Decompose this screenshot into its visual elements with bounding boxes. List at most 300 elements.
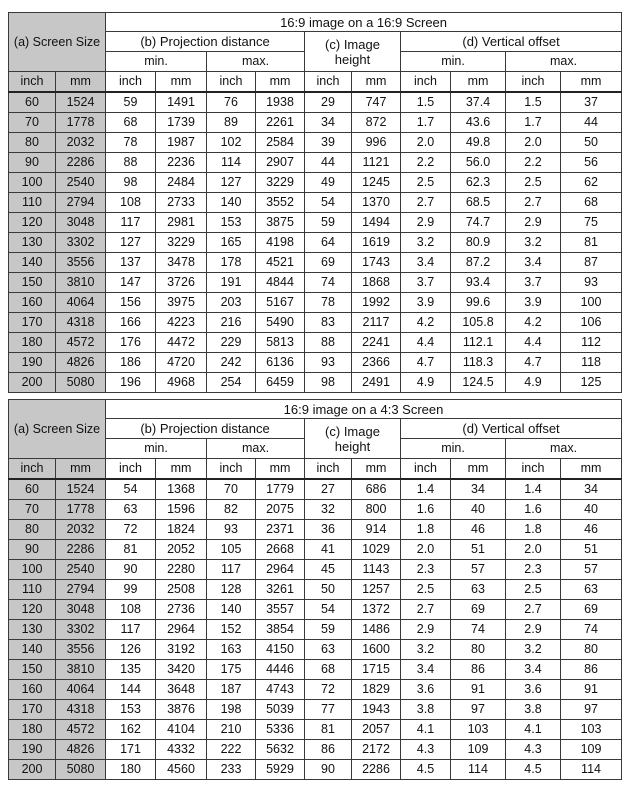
table-cell: 68 — [561, 193, 622, 213]
table-cell: 72 — [106, 520, 156, 540]
table-cell: 2366 — [352, 353, 401, 373]
table-cell: 2733 — [156, 193, 207, 213]
screen-size-inch-cell: 60 — [9, 92, 56, 113]
screen-size-inch-cell: 140 — [9, 640, 56, 660]
table-cell: 44 — [305, 153, 352, 173]
table-cell: 99 — [106, 580, 156, 600]
table-cell: 3.4 — [506, 660, 561, 680]
table-row — [9, 600, 622, 620]
table-cell: 126 — [106, 640, 156, 660]
table-cell: 125 — [561, 373, 622, 393]
vertical-offset-header: (d) Vertical offset — [401, 32, 622, 52]
table-cell: 2.0 — [401, 540, 451, 560]
screen-size-mm-cell: 4826 — [56, 353, 106, 373]
table-cell: 98 — [305, 373, 352, 393]
table-cell: 105.8 — [451, 313, 506, 333]
screen-size-mm-cell: 4064 — [56, 680, 106, 700]
table-cell: 3.2 — [401, 640, 451, 660]
table-cell: 74.7 — [451, 213, 506, 233]
screen-size-inch-cell: 80 — [9, 520, 56, 540]
table-cell: 29 — [305, 92, 352, 113]
table-cell: 117 — [207, 560, 256, 580]
screen-size-inch-cell: 70 — [9, 113, 56, 133]
table-cell: 2.0 — [401, 133, 451, 153]
table-cell: 37.4 — [451, 92, 506, 113]
table-cell: 5632 — [256, 740, 305, 760]
table-cell: 229 — [207, 333, 256, 353]
unit-mm: mm — [156, 72, 207, 93]
screen-size-inch-cell: 60 — [9, 479, 56, 500]
table-cell: 36 — [305, 520, 352, 540]
projection-distance-header: (b) Projection distance — [106, 419, 305, 439]
table-cell: 59 — [106, 92, 156, 113]
table-cell: 105 — [207, 540, 256, 560]
table-cell: 127 — [106, 233, 156, 253]
table-title: 16:9 image on a 16:9 Screen — [106, 13, 622, 32]
table-cell: 3726 — [156, 273, 207, 293]
screen-size-mm-cell: 5080 — [56, 373, 106, 393]
table-cell: 2491 — [352, 373, 401, 393]
table-row — [9, 193, 622, 213]
unit-mm: mm — [352, 459, 401, 480]
unit-inch: inch — [207, 459, 256, 480]
table-row — [9, 540, 622, 560]
table-cell: 88 — [305, 333, 352, 353]
table-cell: 1245 — [352, 173, 401, 193]
table-cell: 2.0 — [506, 540, 561, 560]
table-cell: 2964 — [256, 560, 305, 580]
screen-size-inch-cell: 170 — [9, 700, 56, 720]
table-cell: 80 — [561, 640, 622, 660]
table-cell: 4.2 — [506, 313, 561, 333]
table-cell: 996 — [352, 133, 401, 153]
offset-min-header: min. — [401, 439, 506, 459]
table-cell: 4104 — [156, 720, 207, 740]
screen-size-mm-cell: 2540 — [56, 173, 106, 193]
table-cell: 75 — [561, 213, 622, 233]
table-cell: 68.5 — [451, 193, 506, 213]
screen-size-inch-cell: 140 — [9, 253, 56, 273]
projection-max-header: max. — [207, 439, 305, 459]
table-cell: 93 — [207, 520, 256, 540]
table-cell: 2280 — [156, 560, 207, 580]
image-height-header: (c) Image height — [305, 419, 401, 459]
table-cell: 102 — [207, 133, 256, 153]
table-cell: 1938 — [256, 92, 305, 113]
screen-size-inch-cell: 120 — [9, 600, 56, 620]
table-cell: 153 — [207, 213, 256, 233]
table-cell: 800 — [352, 500, 401, 520]
table-cell: 2057 — [352, 720, 401, 740]
table-cell: 3648 — [156, 680, 207, 700]
table-cell: 6459 — [256, 373, 305, 393]
unit-inch: inch — [401, 459, 451, 480]
screen-size-inch-cell: 160 — [9, 293, 56, 313]
screen-size-mm-cell: 1524 — [56, 479, 106, 500]
projection-min-header: min. — [106, 52, 207, 72]
table-cell: 40 — [561, 500, 622, 520]
table-cell: 4472 — [156, 333, 207, 353]
table-cell: 1.6 — [401, 500, 451, 520]
screen-size-inch-cell: 120 — [9, 213, 56, 233]
table-cell: 34 — [561, 479, 622, 500]
table-cell: 49.8 — [451, 133, 506, 153]
table-cell: 1715 — [352, 660, 401, 680]
table-cell: 49 — [305, 173, 352, 193]
screen-size-mm-cell: 3302 — [56, 233, 106, 253]
table-cell: 109 — [561, 740, 622, 760]
table-cell: 74 — [305, 273, 352, 293]
table-cell: 4560 — [156, 760, 207, 780]
table-cell: 3854 — [256, 620, 305, 640]
table-cell: 32 — [305, 500, 352, 520]
table-cell: 1743 — [352, 253, 401, 273]
table-cell: 2.5 — [506, 173, 561, 193]
table-cell: 114 — [451, 760, 506, 780]
screen-size-mm-cell: 4826 — [56, 740, 106, 760]
screen-size-mm-cell: 3556 — [56, 253, 106, 273]
unit-mm: mm — [451, 72, 506, 93]
table-cell: 4.5 — [506, 760, 561, 780]
table-cell: 1.7 — [401, 113, 451, 133]
screen-size-mm-cell: 3302 — [56, 620, 106, 640]
table-cell: 1.4 — [401, 479, 451, 500]
screen-size-inch-cell: 80 — [9, 133, 56, 153]
screen-size-inch-cell: 110 — [9, 193, 56, 213]
table-cell: 1372 — [352, 600, 401, 620]
table-cell: 1370 — [352, 193, 401, 213]
table-cell: 140 — [207, 600, 256, 620]
table-row — [9, 640, 622, 660]
offset-max-header: max. — [506, 439, 622, 459]
table-cell: 59 — [305, 213, 352, 233]
table-cell: 163 — [207, 640, 256, 660]
table-cell: 2286 — [352, 760, 401, 780]
table-cell: 2371 — [256, 520, 305, 540]
table-cell: 50 — [561, 133, 622, 153]
table-cell: 81 — [561, 233, 622, 253]
vertical-offset-header: (d) Vertical offset — [401, 419, 622, 439]
table-cell: 108 — [106, 600, 156, 620]
table-cell: 97 — [561, 700, 622, 720]
table-cell: 2.7 — [506, 193, 561, 213]
unit-mm: mm — [451, 459, 506, 480]
table-cell: 3.7 — [506, 273, 561, 293]
unit-inch: inch — [207, 72, 256, 93]
table-cell: 80.9 — [451, 233, 506, 253]
table-cell: 45 — [305, 560, 352, 580]
screen-size-mm-cell: 3556 — [56, 640, 106, 660]
table-cell: 57 — [451, 560, 506, 580]
table-cell: 171 — [106, 740, 156, 760]
table-cell: 4150 — [256, 640, 305, 660]
table-cell: 5813 — [256, 333, 305, 353]
table-cell: 69 — [305, 253, 352, 273]
screen-size-inch-cell: 200 — [9, 373, 56, 393]
table-cell: 140 — [207, 193, 256, 213]
screen-size-mm-cell: 4572 — [56, 333, 106, 353]
table-cell: 82 — [207, 500, 256, 520]
table-cell: 2.2 — [401, 153, 451, 173]
table-cell: 4.3 — [506, 740, 561, 760]
table-cell: 162 — [106, 720, 156, 740]
table-cell: 1.7 — [506, 113, 561, 133]
projection-max-header: max. — [207, 52, 305, 72]
screen-size-inch-cell: 100 — [9, 173, 56, 193]
table-cell: 1257 — [352, 580, 401, 600]
table-cell: 40 — [451, 500, 506, 520]
table-cell: 2236 — [156, 153, 207, 173]
table-cell: 1600 — [352, 640, 401, 660]
table-row — [9, 580, 622, 600]
screen-size-mm-cell: 1778 — [56, 500, 106, 520]
table-cell: 2484 — [156, 173, 207, 193]
table-cell: 2.9 — [506, 620, 561, 640]
table-cell: 90 — [305, 760, 352, 780]
table-cell: 103 — [561, 720, 622, 740]
table-cell: 57 — [561, 560, 622, 580]
table-cell: 1494 — [352, 213, 401, 233]
table-cell: 156 — [106, 293, 156, 313]
screen-size-inch-cell: 190 — [9, 740, 56, 760]
table-row — [9, 173, 622, 193]
screen-size-mm-cell: 2794 — [56, 580, 106, 600]
table-cell: 4.7 — [401, 353, 451, 373]
table-cell: 2.0 — [506, 133, 561, 153]
table-cell: 2.3 — [401, 560, 451, 580]
table-row — [9, 113, 622, 133]
table-cell: 118.3 — [451, 353, 506, 373]
screen-size-mm-cell: 4318 — [56, 313, 106, 333]
table-cell: 4968 — [156, 373, 207, 393]
table-row — [9, 700, 622, 720]
table-row — [9, 373, 622, 393]
table-cell: 1824 — [156, 520, 207, 540]
table-cell: 3229 — [156, 233, 207, 253]
table-cell: 89 — [207, 113, 256, 133]
table-cell: 1868 — [352, 273, 401, 293]
table-cell: 2.9 — [506, 213, 561, 233]
table-cell: 3552 — [256, 193, 305, 213]
screen-size-inch-cell: 90 — [9, 153, 56, 173]
table-cell: 2.5 — [401, 580, 451, 600]
table-cell: 686 — [352, 479, 401, 500]
table-cell: 81 — [106, 540, 156, 560]
table-cell: 1.4 — [506, 479, 561, 500]
table-cell: 1368 — [156, 479, 207, 500]
table-cell: 34 — [451, 479, 506, 500]
table-cell: 44 — [561, 113, 622, 133]
table-cell: 74 — [561, 620, 622, 640]
screen-size-inch-cell: 160 — [9, 680, 56, 700]
table-cell: 86 — [305, 740, 352, 760]
table-cell: 1.8 — [401, 520, 451, 540]
table-cell: 3478 — [156, 253, 207, 273]
table-cell: 1739 — [156, 113, 207, 133]
table-cell: 83 — [305, 313, 352, 333]
table-cell: 2668 — [256, 540, 305, 560]
unit-mm: mm — [561, 72, 622, 93]
table-cell: 98 — [106, 173, 156, 193]
table-cell: 4.1 — [401, 720, 451, 740]
table-cell: 4.7 — [506, 353, 561, 373]
table-cell: 1992 — [352, 293, 401, 313]
table-row — [9, 133, 622, 153]
table-cell: 43.6 — [451, 113, 506, 133]
table-row — [9, 233, 622, 253]
table-cell: 2981 — [156, 213, 207, 233]
table-cell: 51 — [451, 540, 506, 560]
screen-size-mm-cell: 2032 — [56, 520, 106, 540]
table-cell: 72 — [305, 680, 352, 700]
table-cell: 1987 — [156, 133, 207, 153]
screen-size-inch-cell: 100 — [9, 560, 56, 580]
table-cell: 4223 — [156, 313, 207, 333]
table-cell: 3192 — [156, 640, 207, 660]
table-cell: 210 — [207, 720, 256, 740]
table-cell: 5167 — [256, 293, 305, 313]
table-cell: 103 — [451, 720, 506, 740]
table-cell: 242 — [207, 353, 256, 373]
screen-size-mm-cell: 3048 — [56, 213, 106, 233]
offset-max-header: max. — [506, 52, 622, 72]
table-cell: 93 — [561, 273, 622, 293]
unit-mm: mm — [56, 72, 106, 93]
unit-inch: inch — [106, 72, 156, 93]
table-cell: 63 — [305, 640, 352, 660]
table-cell: 137 — [106, 253, 156, 273]
table-cell: 1943 — [352, 700, 401, 720]
table-cell: 78 — [106, 133, 156, 153]
table-row — [9, 500, 622, 520]
table-row — [9, 313, 622, 333]
table-cell: 54 — [305, 193, 352, 213]
table-cell: 87.2 — [451, 253, 506, 273]
screen-size-mm-cell: 4572 — [56, 720, 106, 740]
table-cell: 63 — [106, 500, 156, 520]
table-cell: 1.5 — [401, 92, 451, 113]
screen-size-mm-cell: 4064 — [56, 293, 106, 313]
unit-inch: inch — [106, 459, 156, 480]
screen-size-inch-cell: 90 — [9, 540, 56, 560]
table-cell: 176 — [106, 333, 156, 353]
table-cell: 152 — [207, 620, 256, 640]
table-cell: 153 — [106, 700, 156, 720]
table-cell: 93.4 — [451, 273, 506, 293]
screen-size-mm-cell: 4318 — [56, 700, 106, 720]
table-cell: 4844 — [256, 273, 305, 293]
table-cell: 4.4 — [401, 333, 451, 353]
table-cell: 175 — [207, 660, 256, 680]
table-cell: 117 — [106, 620, 156, 640]
table-cell: 2508 — [156, 580, 207, 600]
unit-inch: inch — [9, 72, 56, 93]
screen-size-mm-cell: 5080 — [56, 760, 106, 780]
table-cell: 1029 — [352, 540, 401, 560]
table-cell: 4.9 — [506, 373, 561, 393]
table-cell: 93 — [305, 353, 352, 373]
image-height-header: (c) Image height — [305, 32, 401, 72]
table-cell: 2.7 — [506, 600, 561, 620]
table-cell: 2964 — [156, 620, 207, 640]
table-cell: 77 — [305, 700, 352, 720]
table-cell: 144 — [106, 680, 156, 700]
table-cell: 106 — [561, 313, 622, 333]
table-cell: 63 — [561, 580, 622, 600]
table-row — [9, 560, 622, 580]
table-cell: 2.5 — [401, 173, 451, 193]
screen-size-inch-cell: 180 — [9, 720, 56, 740]
table-cell: 112.1 — [451, 333, 506, 353]
table-cell: 4521 — [256, 253, 305, 273]
table-cell: 3.9 — [506, 293, 561, 313]
table-cell: 4198 — [256, 233, 305, 253]
table-cell: 3.7 — [401, 273, 451, 293]
table-cell: 108 — [106, 193, 156, 213]
unit-mm: mm — [156, 459, 207, 480]
screen-size-mm-cell: 2032 — [56, 133, 106, 153]
table-cell: 2052 — [156, 540, 207, 560]
table-cell: 178 — [207, 253, 256, 273]
table-cell: 4.3 — [401, 740, 451, 760]
table-cell: 196 — [106, 373, 156, 393]
table-cell: 90 — [106, 560, 156, 580]
table-row — [9, 293, 622, 313]
table-cell: 2.9 — [401, 213, 451, 233]
table-cell: 4.2 — [401, 313, 451, 333]
table-cell: 3261 — [256, 580, 305, 600]
table-cell: 127 — [207, 173, 256, 193]
table-row — [9, 740, 622, 760]
screen-size-mm-cell: 3810 — [56, 660, 106, 680]
screen-size-mm-cell: 3810 — [56, 273, 106, 293]
table-cell: 46 — [451, 520, 506, 540]
table-cell: 87 — [561, 253, 622, 273]
table-cell: 56 — [561, 153, 622, 173]
table-row — [9, 253, 622, 273]
table-cell: 233 — [207, 760, 256, 780]
table-cell: 63 — [451, 580, 506, 600]
table-cell: 4.9 — [401, 373, 451, 393]
table-cell: 39 — [305, 133, 352, 153]
table-cell: 4.5 — [401, 760, 451, 780]
table-cell: 1121 — [352, 153, 401, 173]
unit-inch: inch — [305, 72, 352, 93]
table-row — [9, 520, 622, 540]
table-cell: 5336 — [256, 720, 305, 740]
unit-inch: inch — [305, 459, 352, 480]
table-cell: 3876 — [156, 700, 207, 720]
table-row — [9, 760, 622, 780]
table-cell: 46 — [561, 520, 622, 540]
screen-size-inch-cell: 150 — [9, 660, 56, 680]
screen-size-inch-cell: 200 — [9, 760, 56, 780]
table-cell: 1619 — [352, 233, 401, 253]
unit-mm: mm — [352, 72, 401, 93]
table-cell: 914 — [352, 520, 401, 540]
table-cell: 1.8 — [506, 520, 561, 540]
table-cell: 4720 — [156, 353, 207, 373]
table-row — [9, 720, 622, 740]
table-cell: 117 — [106, 213, 156, 233]
table-cell: 97 — [451, 700, 506, 720]
table-cell: 86 — [561, 660, 622, 680]
table-cell: 5039 — [256, 700, 305, 720]
table-cell: 135 — [106, 660, 156, 680]
screen-size-inch-cell: 70 — [9, 500, 56, 520]
table-cell: 68 — [305, 660, 352, 680]
table-cell: 99.6 — [451, 293, 506, 313]
